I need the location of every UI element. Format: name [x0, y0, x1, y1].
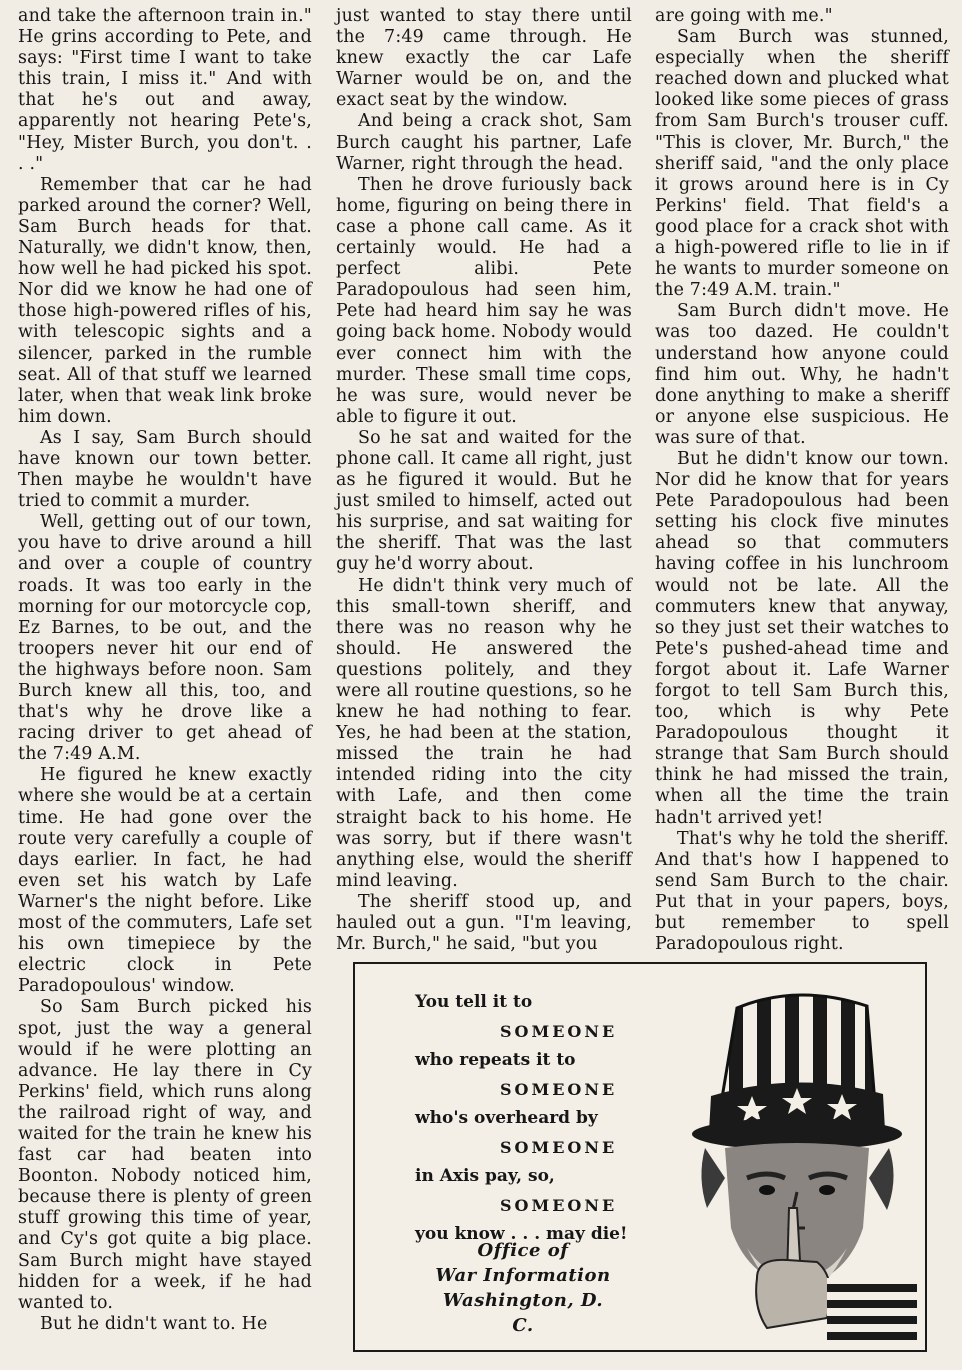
- ad-line: who repeats it to: [415, 1050, 576, 1070]
- story-paragraph: are going with me.": [655, 6, 833, 26]
- story-paragraph: So he sat and waited for the phone call. It came all right, just as he figured it would. But he just smiled to himself, acted out his surprise, and sat waiting for the sheriff. That was the last guy he'd worry about.: [336, 427, 632, 575]
- story-paragraph: Remember that car he had parked around the corner? Well, Sam Burch heads for that. Naturally, we didn't know, then, how well he had picked his spot. Nor did we know he had one of those high-powered rifles of his, with telescopic sights and a silencer, parked in the rumble seat. All of that stuff we learned later, when that weak link broke him down.: [18, 174, 312, 427]
- story-paragraph: just wanted to stay there until the 7:49 came through. He knew exactly the car Lafe Warner would be on, and the exact seat by the window.: [336, 6, 632, 111]
- ad-line: in Axis pay, so,: [415, 1166, 555, 1186]
- ad-line-someone: SOMEONE: [500, 1022, 618, 1041]
- ad-line-someone: SOMEONE: [500, 1080, 618, 1099]
- ad-line: who's overheard by: [415, 1108, 598, 1128]
- story-paragraph: And being a crack shot, Sam Burch caught his partner, Lafe Warner, right through the head.: [336, 111, 632, 174]
- story-paragraph: So Sam Burch picked his spot, just the way a general would if he were plotting an advance. He lay there in Cy Perkins' field, which runs along the railroad right of way, and waited for the train he knew his fast car had beaten into Boonton. Nobody noticed him, because there is plenty of green stuff growing this time of year, and Cy's got quite a big place. Sam Burch might have stayed hidden for a week, if he had wanted to.: [18, 997, 312, 1313]
- story-paragraph: As I say, Sam Burch should have known our town better. Then maybe he wouldn't have tried to commit a murder.: [18, 427, 312, 512]
- story-paragraph: He didn't think very much of this small-town sheriff, and there was no reason why he should. He answered the questions politely, and they were all routine questions, so he knew he had nothing to fear. Yes, he had been at the station, missed the train he had intended riding into the city with Lafe, and then come straight back to his home. He was sorry, but if there wasn't anything else, would the sheriff mind leaving.: [336, 575, 632, 891]
- office-line: War Information: [435, 1265, 611, 1286]
- story-paragraph: That's why he told the sheriff. And that's how I happened to send Sam Burch to the chair. Put that in your papers, boys, but remember to spell Paradopoulous right.: [655, 828, 949, 955]
- story-paragraph: The sheriff stood up, and hauled out a gun. "I'm leaving, Mr. Burch," he said, "but you: [336, 891, 632, 955]
- war-information-ad: [353, 962, 927, 1352]
- ad-slogan: [415, 988, 655, 1249]
- story-column-1: [18, 6, 312, 1335]
- ad-line: you know . . . may die!: [415, 1224, 628, 1244]
- uncle-sam-illustration: [677, 978, 917, 1344]
- ad-office-credit: [433, 1238, 613, 1338]
- story-column-3: [655, 6, 949, 955]
- hand: [756, 1260, 830, 1328]
- story-paragraph: Sam Burch didn't move. He was too dazed. He couldn't understand how anyone could find him out. Why, he hadn't done anything to make a sheriff or anyone else suspicious. He was sure of that.: [655, 301, 949, 448]
- office-line: Office of: [477, 1240, 569, 1261]
- story-paragraph: But he didn't know our town. Nor did he know that for years Pete Paradopoulous had been setting his clock five minutes ahead so that commuters having coffee in his lunchroom would not be late. All the commuters knew that anyway, so they just set their watches to Pete's pushed-ahead time and forgot about it. Lafe Warner forgot to tell Sam Burch this, too, which is why Pete Paradopoulous thought it strange that Sam Burch should think he had missed the train, when all the time the train hadn't arrived yet!: [655, 448, 949, 828]
- story-paragraph: Well, getting out of our town, you have to drive around a hill and over a couple of country roads. It was too early in the morning for our motorcycle cop, Ez Barnes, to be out, and the troopers never hit our end of the highways before noon. Sam Burch knew all this, too, and that's why he drove like a racing driver to get ahead of the 7:49 A.M.: [18, 512, 312, 765]
- ad-line-someone: SOMEONE: [500, 1196, 618, 1215]
- story-paragraph: But he didn't want to. He: [40, 1313, 268, 1334]
- story-column-2: [336, 6, 632, 955]
- story-paragraph: He figured he knew exactly where she would be at a certain time. He had gone over the route very carefully a couple of days earlier. In fact, he had even set his watch by Lafe Warner's the night before. Like most of the commuters, Lafe set his own timepiece by the electric clock in Pete Paradopoulous' window.: [18, 765, 312, 997]
- office-line: Washington, D. C.: [442, 1290, 604, 1336]
- story-paragraph: and take the afternoon train in." He grins according to Pete, and says: "First time I want to take this train, I miss it." And with that he's out and away, apparently not hearing Pete's, "Hey, Mister Burch, you don't. . . .": [18, 6, 312, 174]
- coat-stripes: [827, 1278, 917, 1344]
- story-paragraph: Then he drove furiously back home, figuring on being there in case a phone call came. As it certainly would. He had a perfect alibi. Pete Paradopoulous had seen him, Pete had heard him say he was going back home. Nobody would ever connect him with the murder. These small time cops, he was sure, would never be able to figure it out.: [336, 174, 632, 427]
- story-paragraph: Sam Burch was stunned, especially when the sheriff reached down and plucked what looked like some pieces of grass from Sam Burch's trouser cuff. "This is clover, Mr. Burch," the sheriff said, "and the only place it grows around here is in Cy Perkins' field. That field's a good place for a crack shot with a high-powered rifle to lie in if he wants to murder someone on the 7:49 A.M. train.": [655, 27, 949, 301]
- ad-line-someone: SOMEONE: [500, 1138, 618, 1157]
- ad-line: You tell it to: [415, 992, 533, 1012]
